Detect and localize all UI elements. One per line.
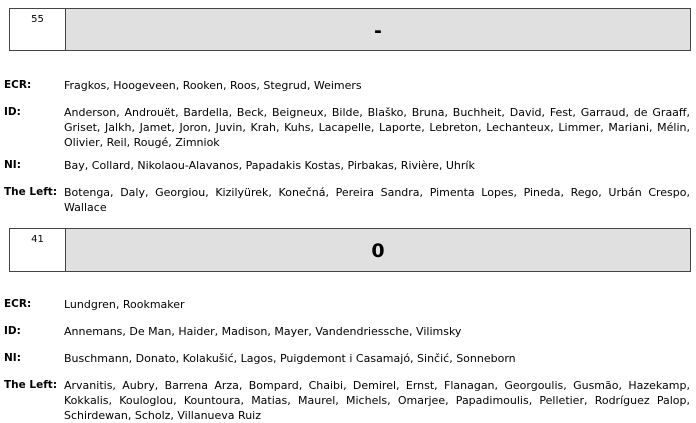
vote-symbol: - [66, 9, 690, 50]
group-label: ID: [4, 106, 21, 118]
group-label: NI: [4, 352, 21, 364]
group-names: Anderson, Androuët, Bardella, Beck, Beigneux, Bilde, Blaško, Bruna, Buchheit, David, Fest, Garraud, de Graaff, Griset, Jalkh, Jamet, Joron, Juvin, Krah, Kuhs, Lacapelle, Laporte, Lebreton, Lechanteux, Limmer, Mariani, Mélin, Olivier, Reil, Rougé, Zimniok [64, 106, 690, 149]
group-row-ecr [4, 78, 692, 93]
group-label: The Left: [4, 379, 58, 391]
vote-header-abstention [9, 228, 691, 272]
group-row-the-left [4, 378, 692, 423]
group-label: The Left: [4, 186, 58, 198]
group-row-ni [4, 351, 692, 366]
group-label: NI: [4, 159, 21, 171]
group-row-the-left [4, 185, 692, 215]
group-row-ni [4, 158, 692, 173]
group-label: ECR: [4, 298, 32, 310]
group-names: Buschmann, Donato, Kolakušić, Lagos, Puigdemont i Casamajó, Sinčić, Sonneborn [64, 352, 516, 365]
group-row-id [4, 324, 692, 339]
group-names: Botenga, Daly, Georgiou, Kizilyürek, Konečná, Pereira Sandra, Pimenta Lopes, Pineda, Rego, Urbán Crespo, Wallace [64, 186, 690, 214]
group-label: ID: [4, 325, 21, 337]
vote-symbol: 0 [66, 229, 690, 271]
group-names: Fragkos, Hoogeveen, Rooken, Roos, Stegrud, Weimers [64, 79, 362, 92]
group-names: Bay, Collard, Nikolaou-Alavanos, Papadakis Kostas, Pirbakas, Rivière, Uhrík [64, 159, 475, 172]
vote-count: 55 [10, 9, 66, 50]
vote-header-against [9, 8, 691, 51]
group-label: ECR: [4, 79, 32, 91]
group-names: Arvanitis, Aubry, Barrena Arza, Bompard, Chaibi, Demirel, Ernst, Flanagan, Georgoulis, Gusmão, Hazekamp, Kokkalis, Kouloglou, Kountoura, Matias, Maurel, Michels, Omarjee, Papadimoulis, Pelletier, Rodríguez Palop, Schirdewan, Scholz, Villanueva Ruiz [64, 379, 690, 422]
group-names: Annemans, De Man, Haider, Madison, Mayer, Vandendriessche, Vilimsky [64, 325, 462, 338]
group-row-id [4, 105, 692, 150]
group-row-ecr [4, 297, 692, 312]
vote-count: 41 [10, 229, 66, 271]
group-names: Lundgren, Rookmaker [64, 298, 185, 311]
